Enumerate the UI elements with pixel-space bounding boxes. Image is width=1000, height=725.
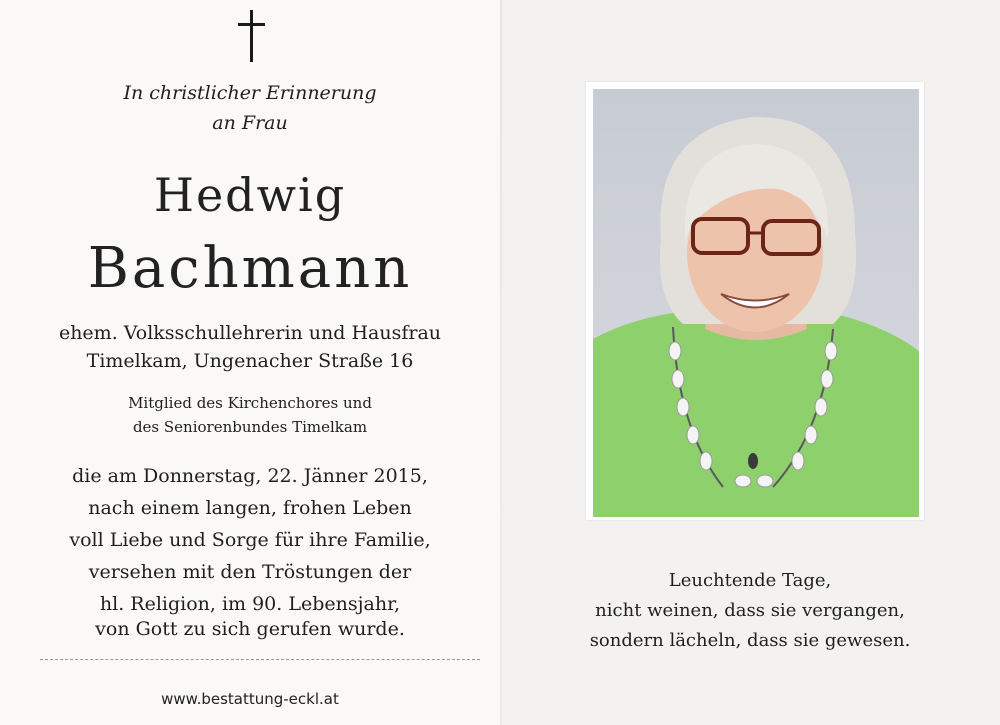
- quote-line-1: Leuchtende Tage,: [668, 570, 832, 591]
- quote-line-3: sondern lächeln, dass sie gewesen.: [589, 630, 911, 651]
- intro-line-2: an Frau: [212, 112, 288, 134]
- occupation: ehem. Volksschullehrerin und Hausfrau: [58, 322, 442, 344]
- membership-line-1: Mitglied des Kirchenchores und: [128, 394, 372, 412]
- quote-line-2: nicht weinen, dass sie vergangen,: [595, 600, 905, 621]
- death-notice-line-5: hl. Religion, im 90. Lebensjahr,: [99, 593, 401, 615]
- death-notice-line-2: nach einem langen, frohen Leben: [88, 497, 412, 519]
- divider: [40, 659, 480, 660]
- death-notice-line-3: voll Liebe und Sorge für ihre Familie,: [69, 529, 431, 551]
- death-notice-line-1: die am Donnerstag, 22. Jänner 2015,: [72, 465, 428, 487]
- website-link[interactable]: www.bestattung-eckl.at: [161, 690, 339, 708]
- last-name: Bachmann: [87, 236, 413, 301]
- address: Timelkam, Ungenacher Straße 16: [86, 350, 414, 372]
- first-name: Hedwig: [153, 168, 347, 222]
- portrait-photo: [593, 89, 919, 517]
- cross-icon: [232, 8, 272, 64]
- membership-line-2: des Seniorenbundes Timelkam: [132, 418, 368, 436]
- death-notice-line-4: versehen mit den Tröstungen der: [88, 561, 412, 583]
- intro-line-1: In christlicher Erinnerung: [123, 82, 377, 104]
- death-notice-line-6: von Gott zu sich gerufen wurde.: [95, 618, 405, 640]
